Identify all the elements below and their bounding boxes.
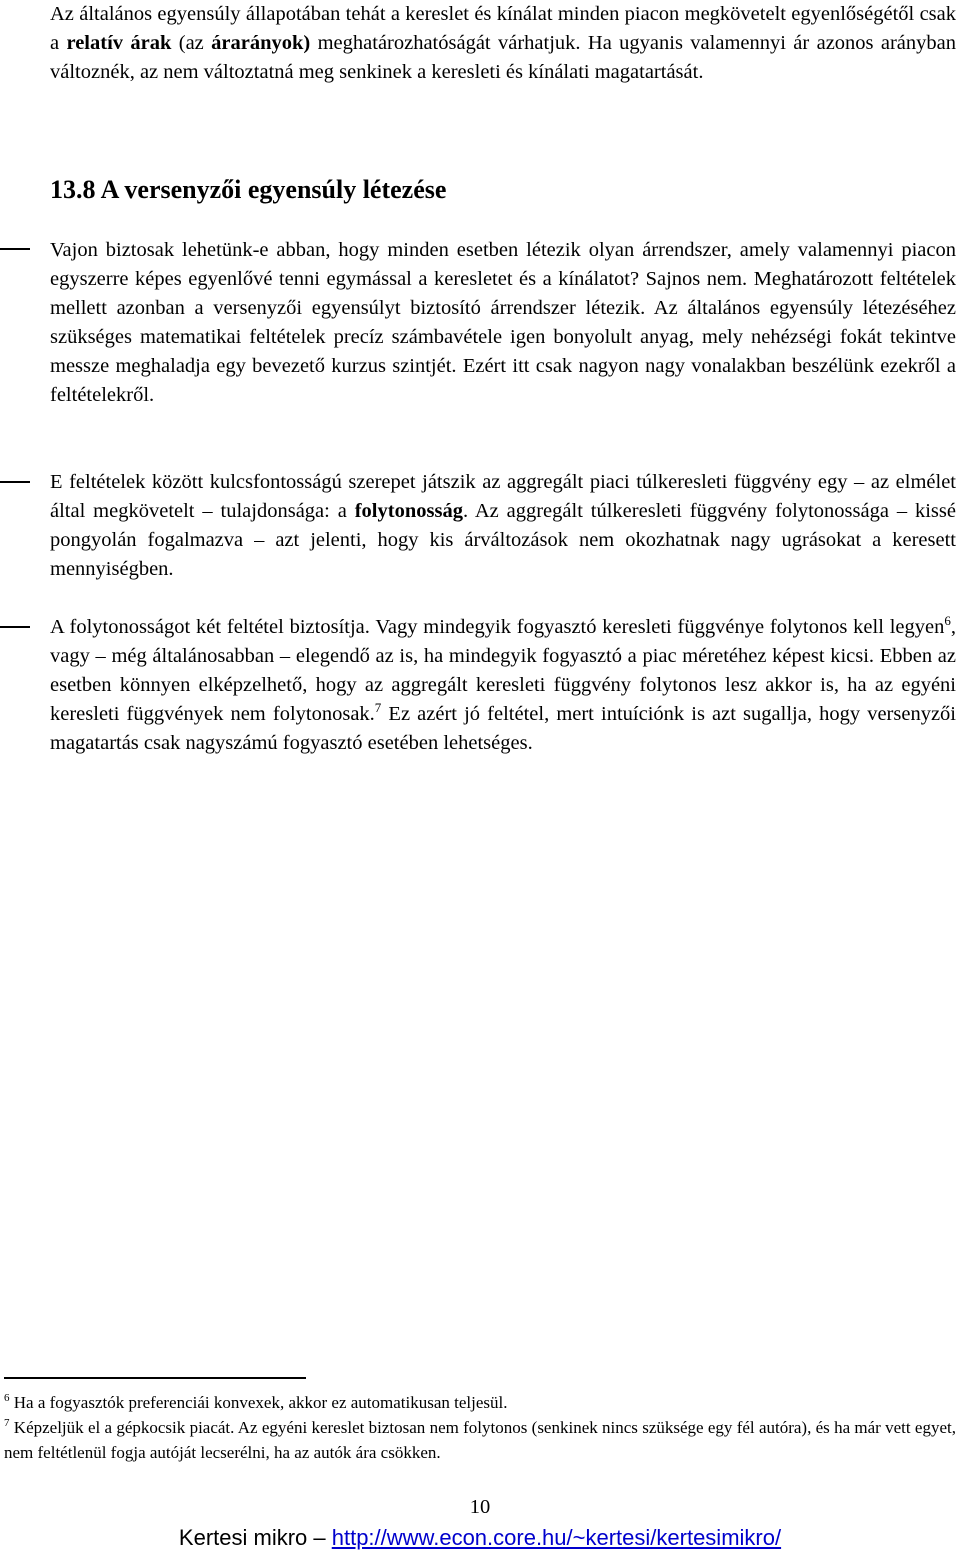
section-heading: 13.8 A versenyzői egyensúly létezése	[50, 175, 447, 204]
intro-text: Az általános egyensúly állapotában tehát a kereslet és kínálat minden piacon megkövetelt egyenlőségétől csak a	[50, 3, 956, 54]
page-footer	[0, 1525, 960, 1551]
footnote-number: 7	[4, 1417, 10, 1429]
footnote-text: Képzeljük el a gépkocsik piacát. Az egyéni kereslet biztosan nem folytonos (senkinek nincs szüksége egy fél autóra), és ha már vett egyet, nem feltétlenül fogja autóját lecserélni, ha az autók ára csökken.	[4, 1418, 956, 1462]
paragraph-text: E feltételek között kulcsfontosságú szerepet játszik az aggregált piaci túlkeresleti függvény egy – az elmélet által megkövetelt – tulajdonsága: a	[50, 471, 956, 522]
footer-link[interactable]: http://www.econ.core.hu/~kertesi/kertesimikro/	[331, 1525, 782, 1550]
bold-continuity: folytonosság	[354, 500, 463, 522]
footnote-number: 6	[4, 1392, 10, 1404]
bullet-paragraph-3	[50, 613, 956, 758]
paragraph-text: A folytonosságot két feltétel biztosítja. Vagy mindegyik fogyasztó keresleti függvénye folytonos kell legyen	[50, 616, 945, 638]
footnote-6	[4, 1390, 956, 1415]
footnotes	[4, 1390, 956, 1465]
intro-text: meghatározhatóságát várhatjuk. Ha ugyanis valamennyi ár azonos arányban változnék, az nem változtatná meg senkinek a keresleti és kínálati magatartását.	[50, 32, 957, 83]
footnote-ref-7[interactable]: 7	[374, 700, 382, 715]
paragraph-text: Vajon biztosak lehetünk-e abban, hogy minden esetben létezik olyan árrendszer, amely valamennyi piacon egyszerre képes egyenlővé tenni egymással a keresletet és a kínálatot? Sajnos nem. Meghatározott feltételek mellett azonban a versenyzői egyensúlyt biztosító árrendszer létezik. Az általános egyensúly létezéséhez szükséges matematikai feltételek precíz számbavétele igen bonyolult anyag, mely nehézségi fokát tekintve messze meghaladja egy bevezető kurzus szintjét. Ezért itt csak nagyon nagy vonalakban beszélünk ezekről a feltételekről.	[50, 239, 956, 406]
intro-bold-relative-prices: relatív árak	[66, 32, 172, 54]
footnote-separator	[4, 1377, 306, 1379]
paragraph-text: . Az aggregált túlkeresleti függvény folytonossága – kissé pongyolán fogalmazva – azt jelenti, hogy kis árváltozások nem okozhatnak nagy ugrásokat a keresett mennyiségben.	[50, 500, 956, 580]
page-number: 10	[469, 1496, 491, 1518]
bullet-dash	[0, 481, 30, 483]
footer-text: Kertesi mikro –	[178, 1525, 332, 1550]
bullet-dash	[0, 626, 30, 628]
bullet-paragraph-2	[50, 468, 956, 584]
footnote-7	[4, 1415, 956, 1465]
footnote-ref-6[interactable]: 6	[944, 613, 951, 628]
intro-text: (az	[171, 32, 212, 54]
bullet-paragraph-1	[50, 236, 956, 410]
paragraph-text: Ez azért jó feltétel, mert intuíciónk is azt sugallja, hogy versenyzői magatartás csak nagyszámú fogyasztó esetében lehetséges.	[50, 703, 956, 754]
intro-bold-price-ratios: árarányok)	[211, 32, 311, 54]
paragraph-text: , vagy – még általánosabban – elegendő az is, ha mindegyik fogyasztó a piac méretéhez képest kicsi. Ebben az esetben könnyen elképzelhető, hogy az aggregált keresleti függvény folytonos lesz akkor is, ha az egyéni keresleti függvények nem folytonosak.	[50, 616, 956, 725]
footnote-text: Ha a fogyasztók preferenciái konvexek, akkor ez automatikusan teljesül.	[9, 1393, 508, 1412]
bullet-dash	[0, 248, 30, 250]
intro-paragraph	[50, 0, 956, 87]
